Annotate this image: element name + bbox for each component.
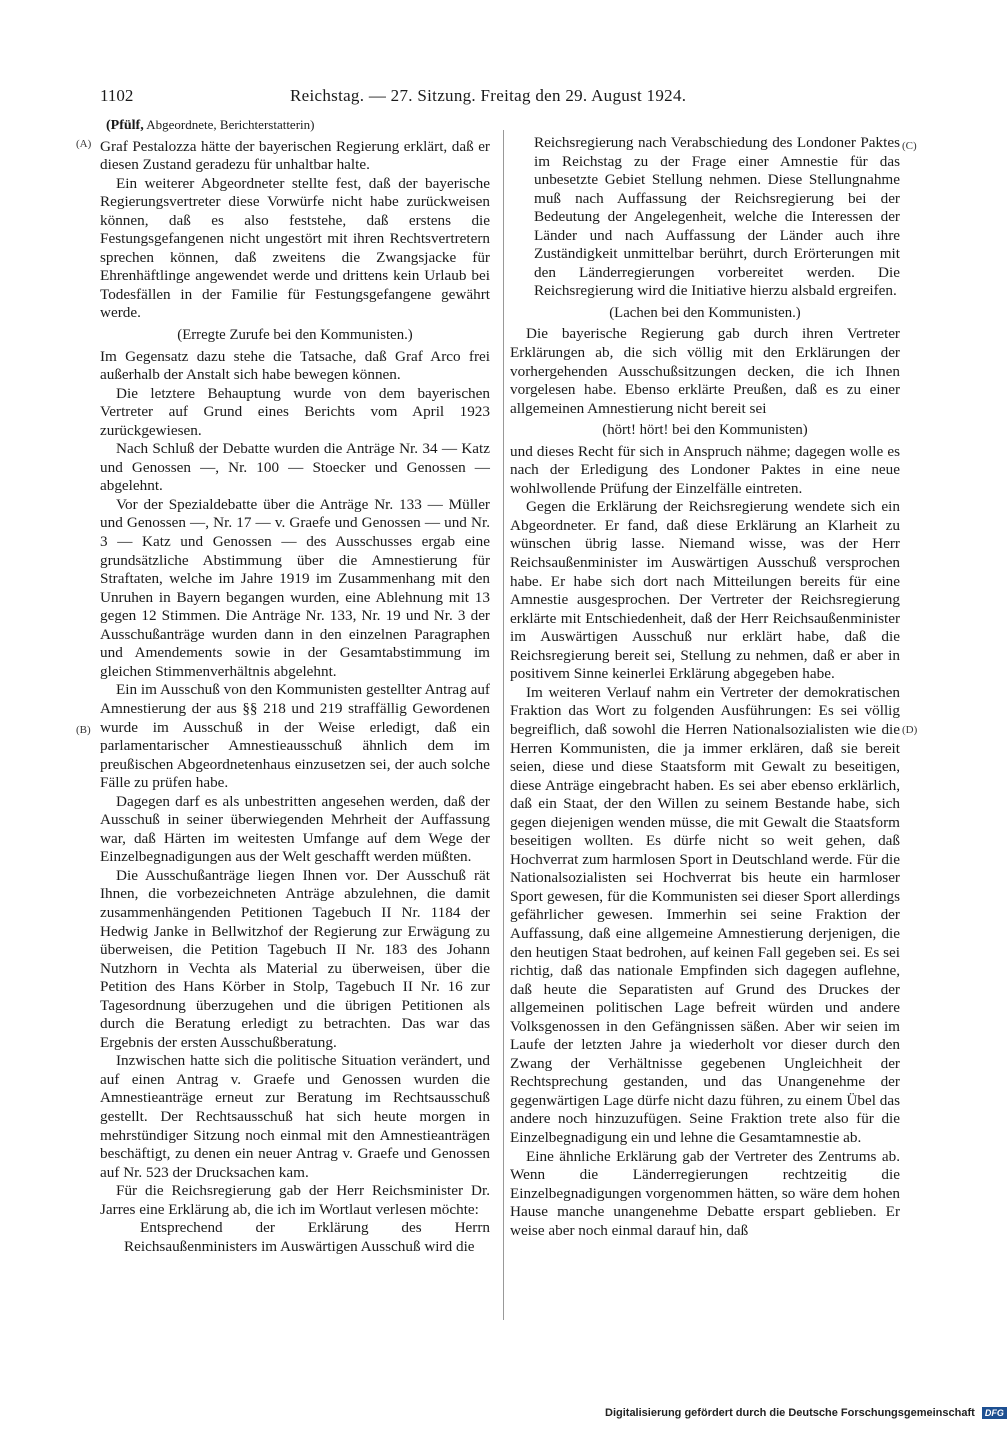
paragraph: Die Ausschußanträge liegen Ihnen vor. Der Ausschuß rät Ihnen, die vorbezeichneten Anträge abzulehnen, die damit zusammenhängenden Petitionen Tagebuch II Nr. 1184 der Hedwig Janke in Bellwitzhof der Regierung zur Erwägung zu überweisen, die Petition Tagebuch II Nr. 183 des Johann Nutzhorn in Vechta als Material zu überweisen, über die Petition des Hans Körber in Stolp, Tagebuch II Nr. 16 zur Tagesordnung überzugehen und die übrigen Petitionen als durch die Beratung erledigt zu betrachten. Das war das Ergebnis der ersten Ausschußberatung. [100, 866, 490, 1051]
dfg-logo-icon: DFG [982, 1407, 1007, 1419]
paragraph: Im Gegensatz dazu stehe die Tatsache, daß Graf Arco frei außerhalb der Anstalt sich habe bewegen können. [100, 347, 490, 384]
paragraph: und dieses Recht für sich in Anspruch nähme; dagegen wolle es nach der Erledigung des Londoner Paktes in eine neue wohlwollende Prüfung der Einzelfälle eintreten. [510, 442, 900, 497]
paragraph: Für die Reichsregierung gab der Herr Reichsminister Dr. Jarres eine Erklärung ab, die ich im Wortlaut verlesen möchte: [100, 1182, 490, 1218]
interjection: (hört! hört! bei den Kommunisten) [602, 422, 808, 439]
right-column [510, 134, 900, 1240]
margin-mark-a: (A) [76, 138, 92, 150]
speaker-line [106, 116, 490, 136]
paragraph: Im weiteren Verlauf nahm ein Vertreter der demokratischen Fraktion das Wort zu folgenden Ausführungen: Es sei völlig begreiflich, daß sowohl die Herren Nationalsozialisten wie die Herren Kommunisten, die ja immer erklären, daß sie bereit seien, diese und diese Staatsform mit Gewalt zu beseitigen, diese Anträge eingebracht haben. Es sei aber ebenso erklärlich, daß ein Staat, der den Willen zu seinem Bestande habe, sich gegen diejenigen wenden müsse, die mit Gewalt die Staatsform beseitigen wollten. Es dürfe nicht so weit gehen, daß Hochverrat zum harmlosen Sport in Deutschland werde. Für die Nationalsozialisten sei Hochverrat bis heute ein harmloser Sport gewesen, für die Kommunisten sei dieser Sport allerdings gefährlicher gewesen. Immerhin sei seine Fraktion der Auffassung, daß eine allgemeine Amnestierung derjenigen, die den heutigen Staat bedrohen, auf keinen Fall gegeben sei. Es sei richtig, daß das nationale Empfinden sich dagegen auflehne, daß heute die Separatisten auf Grund des Druckes der allgemeinen politischen Lage befreit würden und andere Volksgenossen in den Gefängnissen säßen. Aber wir seien im Laufe der letzten Jahre ja wiederholt vor dieser durch den Zwang der Verhältnisse gegebenen Ungleichheit der Rechtsprechung gestanden, und das Unangenehme der gegenwärtigen Lage dürfe nicht dazu führen, zu einem Übel das andere noch hinzuzufügen. Seine Fraktion trete also für die Einzelbegnadigung ein und lehne die Gesamtamnestie ab. [510, 683, 900, 1146]
paragraph: Dagegen darf es als unbestritten angesehen werden, daß der Ausschuß in seiner überwiegenden Mehrheit der Auffassung war, daß Härten im weitesten Umfange auf dem Wege der Einzelbegnadigungen aus der Welt geschafft werden müßten. [100, 792, 490, 866]
margin-mark-c: (C) [902, 140, 917, 152]
page-header [100, 86, 900, 112]
margin-mark-b: (B) [76, 724, 91, 736]
paragraph: Graf Pestalozza hätte der bayerischen Regierung erklärt, daß er diesen Zustand geradezu für unhaltbar halte. [100, 137, 490, 174]
paragraph: Gegen die Erklärung der Reichsregierung wendete sich ein Abgeordneter. Er fand, daß diese Erklärung an Klarheit zu wünschen übrig lasse. Niemand wisse, was der Herr Reichsaußenminister im Auswärtigen Ausschuß versprochen habe. Er habe sich dort nach Mitteilungen bereits für eine Amnestie ausgesprochen. Der Vertreter der Reichsregierung erklärte mit Entschiedenheit, daß der Herr Reichsaußenminister im Auswärtigen Ausschuß nur erklärt habe, daß die Reichsregierung bereit sei, Stellung zu nehmen, daß er aber in positivem Sinne keinerlei Erklärung abgegeben habe. [510, 498, 900, 683]
interjection: (Erregte Zurufe bei den Kommunisten.) [177, 327, 413, 344]
margin-mark-d: (D) [902, 724, 918, 736]
paragraph: Inzwischen hatte sich die politische Situation verändert, und auf einen Antrag v. Graefe und Genossen wurden die Amnestieanträge erneut zur Beratung im Rechtsausschuß gestellt. Der Rechtsausschuß hat sich heute morgen in mehrstündiger Sitzung noch einmal mit den Amnestieanträgen beschäftigt, zu denen ein neuer Antrag v. Graefe und Genossen auf Nr. 523 der Drucksachen kam. [100, 1052, 490, 1181]
quoted-paragraph: Reichsregierung nach Verabschiedung des Londoner Paktes im Reichstag zu der Frage einer Amnestie für das unbesetzte Gebiet Stellung nehmen. Diese Stellungnahme muß nach Auffassung der Reichsregierung bei der Bedeutung der Angelegenheit, welche die Interessen der Länder und nach Auffassung der Länder auch ihre Zuständigkeit unmittelbar berührt, durch Erörterungen mit den Länderregierungen vorbereitet werden. Die Reichsregierung wird die Initiative hierzu alsbald ergreifen. [534, 134, 900, 300]
footer-text: Digitalisierung gefördert durch die Deutsche Forschungsgemeinschaft [605, 1407, 975, 1419]
speaker-name: (Pfülf, [106, 118, 144, 133]
quoted-paragraph: Entsprechend der Erklärung des Herrn Reichsaußenministers im Auswärtigen Ausschuß wird die [124, 1219, 490, 1255]
column-divider [503, 130, 504, 1320]
footer-credit [605, 1407, 1007, 1419]
running-title: Reichstag. — 27. Sitzung. Freitag den 29. August 1924. [290, 86, 687, 105]
paragraph: Vor der Spezialdebatte über die Anträge Nr. 133 — Müller und Genossen —, Nr. 17 — v. Graefe und Genossen — und Nr. 3 — Katz und Genossen — des Ausschusses ergab eine grundsätzliche Abstimmung über die Amnestierung für Straftaten, welche im Jahre 1919 im Zusammenhang mit den Unruhen in Bayern begangen wurden, eine Ablehnung mit 13 gegen 12 Stimmen. Die Anträge Nr. 133, Nr. 19 und Nr. 3 der Ausschußanträge wurden dann in den einzelnen Paragraphen und Amendements sowie in der Gesamtabstimmung im gleichen Stimmenverhältnis abgelehnt. [100, 495, 490, 680]
paragraph: Die letztere Behauptung wurde von dem bayerischen Vertreter auf Grund eines Berichts vom April 1923 zurückgewiesen. [100, 384, 490, 439]
paragraph: Eine ähnliche Erklärung gab der Vertreter des Zentrums ab. Wenn die Länderregierungen rechtzeitig die Einzelbegnadigungen vorgenommen hätten, so wäre dem hohen Hause manche unangenehme Debatte erspart geblieben. Er weise aber noch einmal darauf hin, daß [510, 1147, 900, 1239]
left-column [100, 116, 490, 1256]
page-number: 1102 [100, 86, 134, 105]
interjection: (Lachen bei den Kommunisten.) [609, 304, 801, 321]
speaker-role: Abgeordnete, Berichterstatterin [146, 117, 311, 132]
paragraph: Ein weiterer Abgeordneter stellte fest, daß der bayerische Regierungsvertreter diese Vorwürfe nicht habe zurückweisen können, daß es also feststehe, daß erstens die Festungsgefangenen nicht ungestört mit ihren Rechtsvertretern sprechen können, daß zweitens die Zwangsjacke für Ehrenhäftlinge angewendet werde und drittens kein Urlaub bei Todesfällen in der Familie für Festungsgefangene gewährt werde. [100, 174, 490, 322]
paragraph: Nach Schluß der Debatte wurden die Anträge Nr. 34 — Katz und Genossen —, Nr. 100 — Stoecker und Genossen — abgelehnt. [100, 440, 490, 495]
paragraph: Die bayerische Regierung gab durch ihren Vertreter Erklärungen ab, die sich völlig mit den Erklärungen der vorhergehenden Ausschußsitzungen decken, die ich Ihnen vorgelesen habe. Ebenso erklärte Preußen, daß es zu einer allgemeinen Amnestierung nicht bereit sei [510, 325, 900, 417]
speaker-close: ) [310, 117, 315, 132]
paragraph: Ein im Ausschuß von den Kommunisten gestellter Antrag auf Amnestierung der aus §§ 218 und 219 straffällig Gewordenen wurde im Ausschuß in der Weise erledigt, daß ein parlamentarischer Amnestieausschuß ähnlich dem im preußischen Abgeordnetenhaus einzusetzen sei, der auch solche Fälle zu prüfen habe. [100, 681, 490, 792]
